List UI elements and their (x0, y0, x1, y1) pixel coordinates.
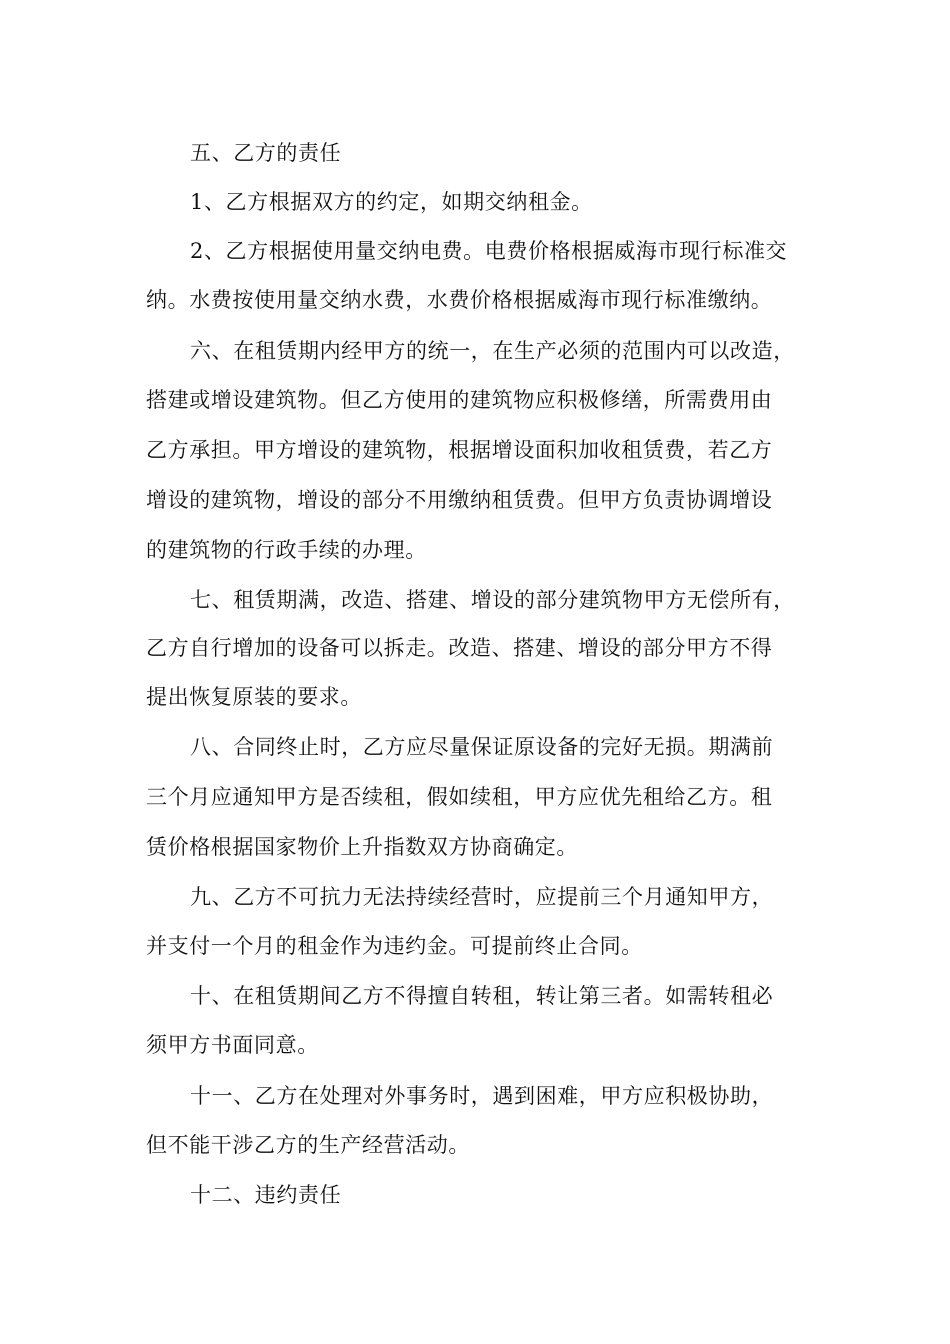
section-8-line-3: 赁价格根据国家物价上升指数双方协商确定。 (146, 835, 578, 859)
section-7-line-3: 提出恢复原装的要求。 (146, 685, 362, 709)
section-heading-12: 十二、违约责任 (190, 1183, 342, 1207)
section-6-line-5: 的建筑物的行政手续的办理。 (146, 538, 427, 562)
section-7-line-1: 七、租赁期满，改造、搭建、增设的部分建筑物甲方无偿所有， (190, 588, 795, 612)
section-6-line-1: 六、在租赁期内经甲方的统一，在生产必须的范围内可以改造， (190, 339, 795, 363)
section-8-line-1: 八、合同终止时，乙方应尽量保证原设备的完好无损。期满前 (190, 735, 774, 759)
section-11-line-1: 十一、乙方在处理对外事务时，遇到困难，甲方应积极协助， (190, 1084, 774, 1108)
clause-5-1: 1、乙方根据双方的约定，如期交纳租金。 (190, 190, 593, 214)
section-8-line-2: 三个月应通知甲方是否续租，假如续租，甲方应优先租给乙方。租 (146, 785, 773, 809)
section-10-line-2: 须甲方书面同意。 (146, 1033, 319, 1057)
section-heading-5: 五、乙方的责任 (190, 141, 342, 165)
section-9-line-1: 九、乙方不可抗力无法持续经营时，应提前三个月通知甲方， (190, 885, 774, 909)
section-7-line-2: 乙方自行增加的设备可以拆走。改造、搭建、增设的部分甲方不得 (146, 636, 773, 660)
section-6-line-2: 搭建或增设建筑物。但乙方使用的建筑物应积极修缮，所需费用由 (146, 388, 773, 412)
section-10-line-1: 十、在租赁期间乙方不得擅自转租，转让第三者。如需转租必 (190, 984, 774, 1008)
section-9-line-2: 并支付一个月的租金作为违约金。可提前终止合同。 (146, 934, 643, 958)
clause-5-2-line-1: 2、乙方根据使用量交纳电费。电费价格根据威海市现行标准交 (190, 239, 788, 263)
clause-5-2-line-2: 纳。水费按使用量交纳水费，水费价格根据威海市现行标准缴纳。 (146, 288, 773, 312)
section-11-line-2: 但不能干涉乙方的生产经营活动。 (146, 1133, 470, 1157)
section-6-line-4: 增设的建筑物，增设的部分不用缴纳租赁费。但甲方负责协调增设 (146, 488, 773, 512)
section-6-line-3: 乙方承担。甲方增设的建筑物，根据增设面积加收租赁费，若乙方 (146, 438, 773, 462)
